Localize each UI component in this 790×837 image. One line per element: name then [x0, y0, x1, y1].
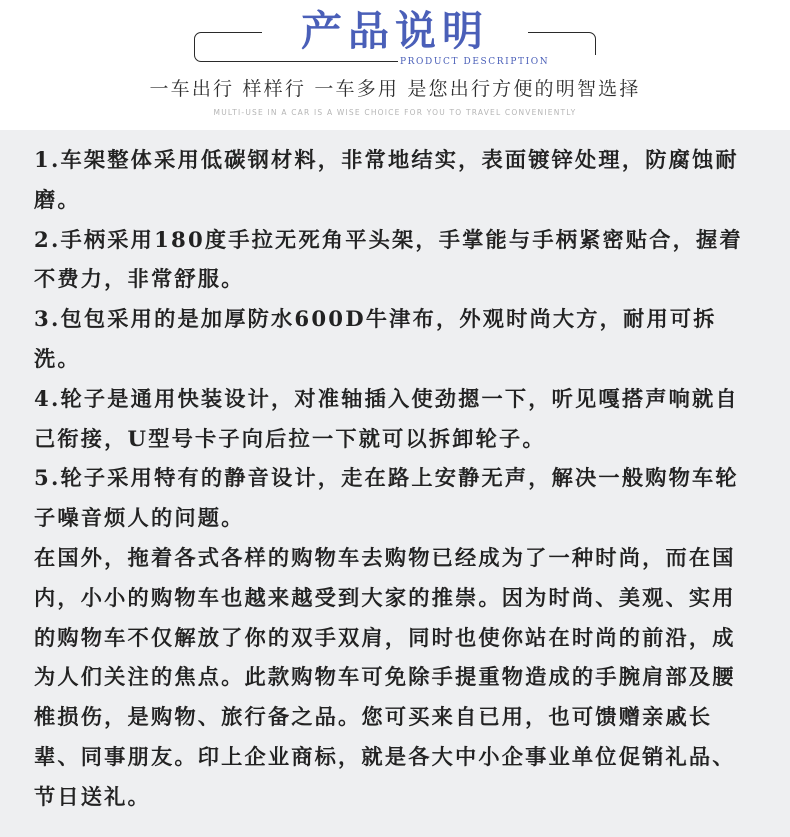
page-title: 产品说明 — [301, 7, 489, 55]
feature-list — [0, 130, 790, 538]
feature-item: 5.轮子采用特有的静音设计，走在路上安静无声，解决一般购物车轮子噪音烦人的问题。 — [34, 465, 739, 531]
description-section — [0, 130, 790, 837]
feature-item: 4.轮子是通用快装设计，对准轴插入使劲摁一下，听见嘎搭声响就自己衔接，U型号卡子向后拉一下就可以拆卸轮子。 — [34, 385, 739, 451]
feature-item: 2.手柄采用180度手拉无死角平头架，手掌能与手柄紧密贴合，握着不费力，非常舒服。 — [34, 226, 743, 292]
slogan-en: MULTI-USE IN A CAR IS A WISE CHOICE FOR YOU TO TRAVEL CONVENIENTLY — [213, 108, 577, 117]
header — [0, 0, 790, 130]
feature-item: 3.包包采用的是加厚防水600D牛津布，外观时尚大方，耐用可拆洗。 — [34, 306, 717, 371]
closing-paragraph: 在国外，拖着各式各样的购物车去购物已经成为了一种时尚，而在国内，小小的购物车也越来越受到大家的推崇。因为时尚、美观、实用的购物车不仅解放了你的双手双肩，同时也使你站在时尚的前沿，成为人们关注的焦点。此款购物车可免除手提重物造成的手腕肩部及腰椎损伤，是购物、旅行备之品。您可买来自已用，也可馈赠亲戚长辈、同事朋友。印上企业商标，就是各大中小企事业单位促销礼品、节日送礼。 — [34, 544, 736, 809]
feature-item: 1.车架整体采用低碳钢材料，非常地结实，表面镀锌处理，防腐蚀耐磨。 — [34, 147, 739, 212]
slogan: 一车出行 样样行 一车多用 是您出行方便的明智选择 — [149, 78, 641, 100]
page-subtitle-en: PRODUCT DESCRIPTION — [398, 55, 600, 69]
